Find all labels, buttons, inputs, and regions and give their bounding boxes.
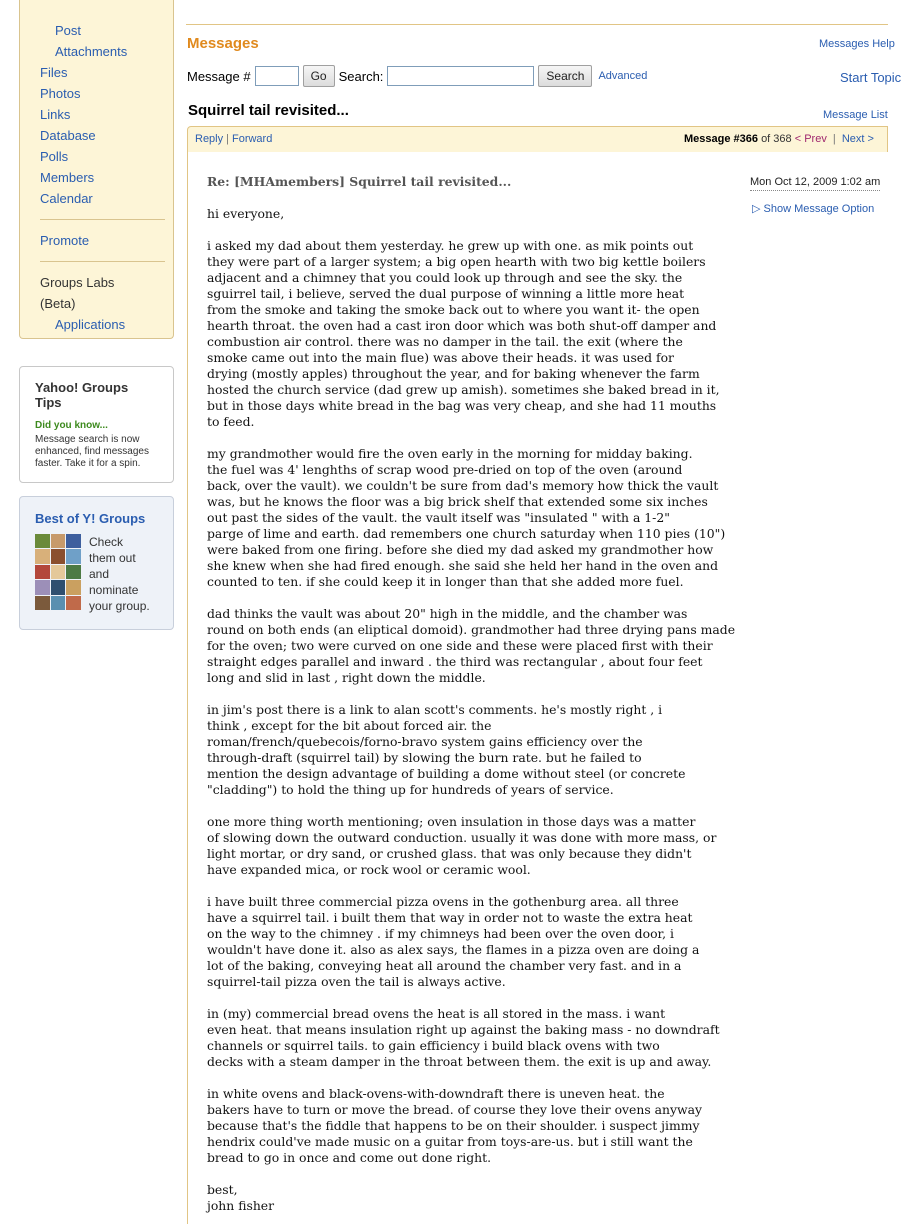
message-paragraph: i asked my dad about them yesterday. he grew up with one. as mik points out they were part of a larger system; a big open hearth with two big kettle boilers adjacent and a chimney that you could look up through and see the sky. the sguirrel tail, i believe, served the dual purpose of winning a little more heat from the smoke and taking the smoke back out to where you want it- the open hearth throat. the oven had a cast iron door which was both shut-off damper and combustion air control. there was no damper in the tail. the exit (where the smoke came out into the main flue) was above their heads. it was used for drying (mostly apples) throughout the year, and for baking whenever the farm hosted the church service (dad grew up amish). sometimes she baked bread in it, but in those days white bread in the bag was very cheap, and she had 11 mouths to feed. xyxy=(207,238,720,429)
prev-link[interactable]: < Prev xyxy=(794,133,827,145)
nav-members[interactable]: Members xyxy=(40,170,95,185)
search-row xyxy=(187,64,647,88)
message-list-link[interactable]: Message List xyxy=(823,109,888,121)
nav-applications[interactable]: Applications xyxy=(55,317,126,332)
message-paragraph: in white ovens and black-ovens-with-downdraft there is uneven heat. the bakers have to turn or move the bread. of course they love their ovens anyway because that's the fiddle that happens to be on their shoulder. i suspect jimmy hendrix could've made music on a guitar from toys-are-us. but i still want the bread to go in once and come out done right. xyxy=(207,1086,703,1165)
nav-promote[interactable]: Promote xyxy=(40,233,90,248)
reply-link[interactable]: Reply xyxy=(195,133,224,145)
start-topic-link[interactable]: Start Topic xyxy=(840,70,901,85)
message-heading: Re: [MHAmembers] Squirrel tail revisited... xyxy=(207,174,512,189)
nav-divider xyxy=(40,261,165,262)
best-text-line: nominate xyxy=(89,583,139,597)
advanced-search-link[interactable]: Advanced xyxy=(598,70,648,82)
messages-help-link[interactable]: Messages Help xyxy=(819,38,895,50)
search-button[interactable]: Search xyxy=(538,65,592,87)
best-text-line: them out xyxy=(89,551,136,565)
best-text[interactable] xyxy=(89,534,150,614)
message-date: Mon Oct 12, 2009 1:02 am xyxy=(750,176,880,191)
nav-post[interactable]: Post xyxy=(55,23,82,38)
best-text-line: Check xyxy=(89,535,124,549)
message-number-input[interactable] xyxy=(255,66,299,86)
tips-title: Yahoo! Groups Tips xyxy=(35,380,129,410)
nav-labs-beta: (Beta) xyxy=(40,296,76,311)
search-input[interactable] xyxy=(387,66,534,86)
best-text-line: and xyxy=(89,567,110,581)
message-subject: Squirrel tail revisited... xyxy=(188,102,349,119)
message-paragraph: i have built three commercial pizza ovens in the gothenburg area. all three have a squirrel tail. i built them that way in order not to waste the extra heat on the way to the chimney . if my chimneys had been over the oven door, i wouldn't have done it. also as alex says, the flames in a pizza oven are doing a lot of the baking, conveying heat all around the chamber very fast. and in a squirrel-tail pizza oven the tail is always active. xyxy=(207,894,700,989)
tips-text: Message search is now enhanced, find messages faster. Take it for a spin. xyxy=(35,434,149,469)
nav-divider xyxy=(40,219,165,220)
message-paragraph: in (my) commercial bread ovens the heat is all stored in the mass. i want even heat. that means insulation right up against the baking mass - no downdraft channels or squirrel tails. to gain efficiency i build black ovens with two decks with a steam damper in the throat between them. the exit is up and away. xyxy=(207,1006,720,1069)
nav-polls[interactable]: Polls xyxy=(40,149,69,164)
best-text-line: your group. xyxy=(89,599,150,613)
message-signature: best, john fisher xyxy=(207,1182,275,1213)
message-paragraph: hi everyone, xyxy=(207,206,285,221)
nav-labs-label: Groups Labs xyxy=(40,275,115,290)
chevron-right-icon: ▷ xyxy=(752,203,761,215)
message-paragraph: one more thing worth mentioning; oven insulation in those days was a matter of slowing down the outward conduction. usually it was done with more mass, or light mortar, or dry sand, or crushed glass. that was only because they didn't have expanded mica, or rock wool or ceramic wool. xyxy=(207,814,717,877)
message-body-frame xyxy=(187,152,889,1224)
next-link[interactable]: Next > xyxy=(841,133,874,145)
go-button[interactable]: Go xyxy=(303,65,335,87)
group-nav-panel xyxy=(19,0,174,339)
show-message-option-link[interactable] xyxy=(752,202,875,215)
forward-link[interactable]: Forward xyxy=(231,133,273,145)
best-of-groups-panel xyxy=(19,496,174,630)
message-paragraph: my grandmother would fire the oven early in the morning for midday baking. the fuel was 4' lenghths of scrap wood pre-dried on top of the oven (around back, over the vault). we couldn't be sure from dad's memory how thick the vault was, but he knows the floor was a big brick shelf that extended some six inches out past the sides of the vault. the vault itself was "insulated " with a 1-2" parge of lime and earth. dad remembers one church saturday when 110 pies (10") were baked from one firing. before she died my dad asked my grandmother how she knew when she had fired enough. she said she held her hand in the oven and counted to ten. if she could keep it in longer than that she added more fuel. xyxy=(207,446,726,589)
message-number-label: Message # xyxy=(187,68,251,84)
left-sidebar xyxy=(19,0,174,613)
nav-database[interactable]: Database xyxy=(40,128,96,143)
nav-photos[interactable]: Photos xyxy=(40,86,81,101)
search-label: Search: xyxy=(338,68,384,84)
message-content xyxy=(207,174,737,1230)
best-title[interactable]: Best of Y! Groups xyxy=(35,511,146,526)
member-photo-mosaic[interactable] xyxy=(35,534,81,610)
message-paragraph: dad thinks the vault was about 20" high in the middle, and the chamber was round on both ends (an eliptical domoid). grandmother had three drying pans made for the oven; two were curved on one side and these were placed first with their straight edges parallel and inward . the third was rectangular , about four feet long and slid in last , right down the middle. xyxy=(207,606,736,685)
message-number: Message #366 xyxy=(684,133,758,145)
nav-files[interactable]: Files xyxy=(40,65,68,80)
message-paragraph: in jim's post there is a link to alan scott's comments. he's mostly right , i think , except for the bit about forced air. the roman/french/quebecois/forno-bravo system gains efficiency over the through-draft (squirrel tail) by slowing the burn rate. but he failed to mention the design advantage of building a dome without steel (or concrete "cladding") to hold the thing up for hundreds of years of service. xyxy=(207,702,686,797)
nav-attachments[interactable]: Attachments xyxy=(55,44,128,59)
nav-links[interactable]: Links xyxy=(40,107,71,122)
tips-subtitle: Did you know... xyxy=(35,420,108,431)
nav-calendar[interactable]: Calendar xyxy=(40,191,93,206)
toolbar-separator: | xyxy=(832,133,836,145)
toolbar-separator: | xyxy=(226,133,229,145)
header-divider xyxy=(186,24,888,25)
message-toolbar xyxy=(187,126,888,152)
groups-tips-panel xyxy=(19,366,174,483)
page-title: Messages xyxy=(187,35,259,52)
show-option-label: Show Message Option xyxy=(763,203,875,215)
message-total: of 368 xyxy=(761,133,792,145)
